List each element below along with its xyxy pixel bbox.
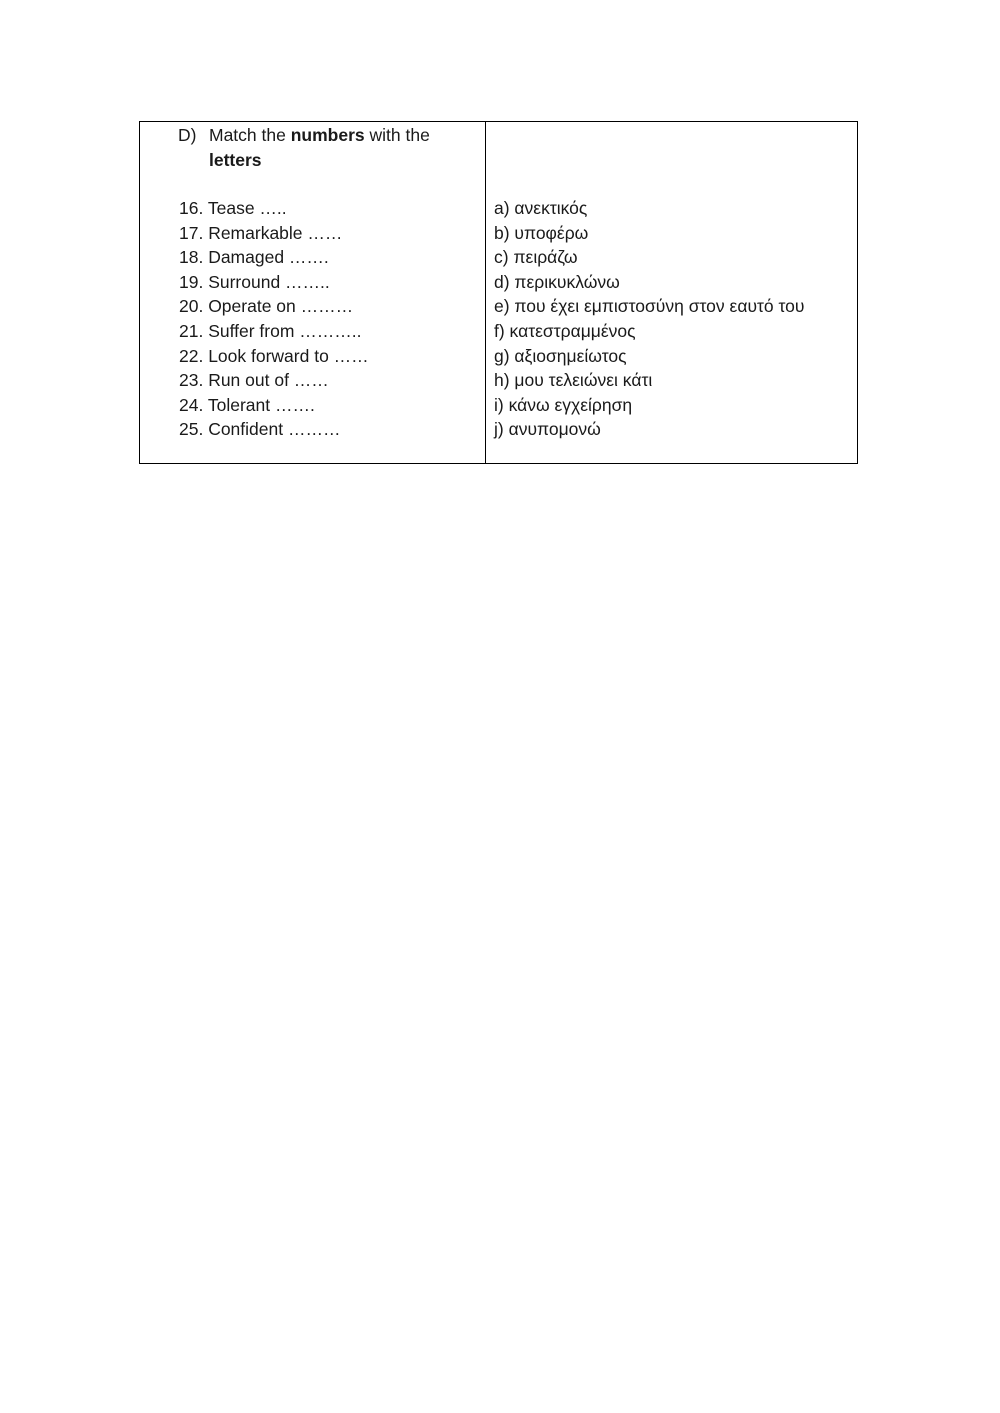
- list-item: 21. Suffer from ………..: [179, 320, 362, 341]
- list-item: 20. Operate on ………: [179, 296, 354, 317]
- list-item: 24. Tolerant …….: [179, 394, 315, 415]
- list-item: d) περικυκλώνω: [494, 271, 620, 292]
- instruction: [178, 123, 469, 172]
- list-item: 22. Look forward to ……: [179, 345, 369, 366]
- matching-table: [139, 121, 858, 464]
- instruction-text: [209, 123, 469, 172]
- list-item: a) ανεκτικός: [494, 198, 588, 218]
- list-item: 16. Tease …..: [179, 198, 287, 218]
- list-item: c) πειράζω: [494, 247, 578, 268]
- list-item: i) κάνω εγχείρηση: [494, 394, 633, 415]
- list-item: g) αξιοσημείωτος: [494, 345, 627, 366]
- instruction-middle: with the: [364, 125, 430, 145]
- list-item: b) υποφέρω: [494, 222, 589, 243]
- section-marker: D): [178, 125, 197, 145]
- list-item: 23. Run out of ……: [179, 370, 329, 391]
- right-column: [486, 122, 857, 463]
- instruction-bold-letters: letters: [209, 149, 262, 170]
- list-item: j) ανυπομονώ: [494, 419, 601, 440]
- list-item: f) κατεστραμμένος: [494, 320, 636, 341]
- left-column: [140, 122, 486, 463]
- numbered-list: [179, 196, 369, 442]
- list-item: 25. Confident ………: [179, 419, 341, 440]
- list-item: 19. Surround ……..: [179, 271, 330, 292]
- list-item: h) μου τελειώνει κάτι: [494, 370, 653, 391]
- lettered-list: [494, 196, 805, 442]
- list-item: e) που έχει εμπιστοσύνη στον εαυτό του: [494, 296, 805, 317]
- list-item: 17. Remarkable ……: [179, 222, 343, 243]
- list-item: 18. Damaged …….: [179, 247, 329, 268]
- instruction-prefix: Match the: [209, 125, 291, 145]
- instruction-bold-numbers: numbers: [290, 125, 365, 145]
